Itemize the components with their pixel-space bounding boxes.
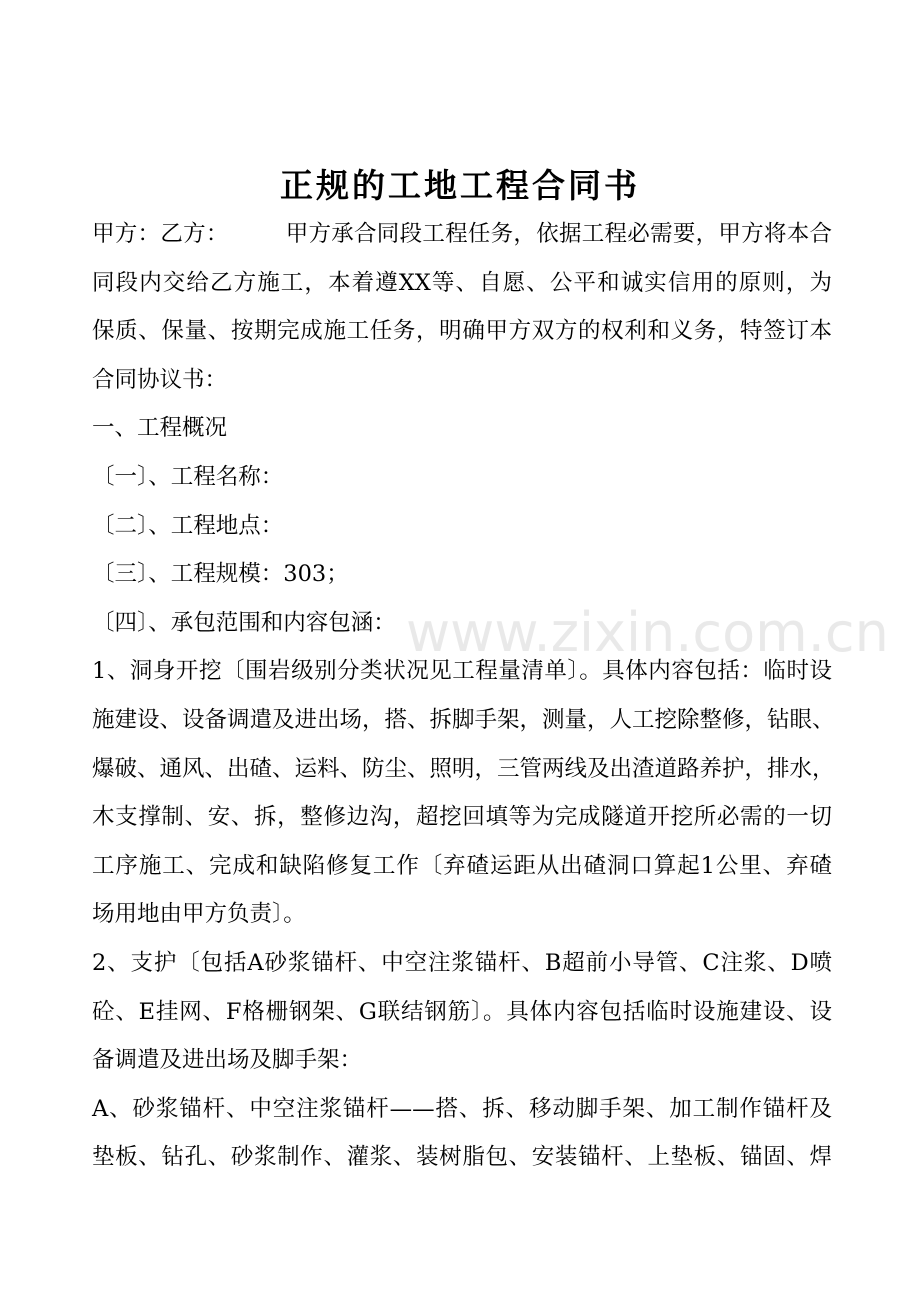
paragraph-line: 施建设、设备调遣及进出场，搭、拆脚手架，测量，人工挖除整修，钻眼、: [92, 706, 835, 733]
paragraph-line: 甲方：乙方： 甲方承合同段工程任务，依据工程必需要，甲方将本合: [92, 221, 832, 247]
section-heading: 一、工程概况: [92, 415, 228, 442]
paragraph-line: 同段内交给乙方施工，本着遵XX等、自愿、公平和诚实信用的原则，为: [92, 269, 832, 296]
paragraph-line: 工序施工、完成和缺陷修复工作〔弃碴运距从出碴洞口算起1公里、弃碴: [92, 852, 832, 879]
paragraph-line: 垫板、钻孔、砂浆制作、灌浆、装树脂包、安装锚杆、上垫板、锚固、焊: [92, 1144, 832, 1171]
document-body: [92, 210, 835, 1182]
paragraph-line: 场用地由甲方负责〕。: [92, 901, 306, 928]
paragraph-line: 爆破、通风、出碴、运料、防尘、照明，三管两线及出渣道路养护，排水，: [92, 755, 835, 782]
paragraph-line: 砼、E挂网、F格栅钢架、G联结钢筋〕。具体内容包括临时设施建设、设: [92, 998, 832, 1025]
watermark: www.zixin.com.cn: [406, 601, 889, 664]
list-item: 〔二〕、工程地点：: [92, 512, 284, 539]
paragraph-line: A、砂浆锚杆、中空注浆锚杆——搭、拆、移动脚手架、加工制作锚杆及: [92, 1095, 832, 1122]
paragraph-line: 1、洞身开挖〔围岩级别分类状况见工程量清单〕。具体内容包括：临时设: [92, 658, 832, 685]
document-title: 正规的工地工程合同书: [280, 166, 640, 205]
paragraph-line: 备调遣及进出场及脚手架：: [92, 1047, 363, 1074]
list-item: 〔三〕、工程规模：303；: [92, 561, 349, 588]
list-item: 〔一〕、工程名称：: [92, 463, 284, 490]
paragraph-line: 合同协议书：: [92, 366, 228, 393]
paragraph-line: 2、支护〔包括A砂浆锚杆、中空注浆锚杆、B超前小导管、C注浆、D喷: [92, 949, 832, 976]
paragraph-line: 木支撑制、安、拆，整修边沟，超挖回填等为完成隧道开挖所必需的一切: [92, 804, 832, 831]
paragraph-line: 保质、保量、按期完成施工任务，明确甲方双方的权利和义务，特签订本: [92, 318, 832, 345]
list-item: 〔四〕、承包范围和内容包涵：: [92, 609, 396, 636]
